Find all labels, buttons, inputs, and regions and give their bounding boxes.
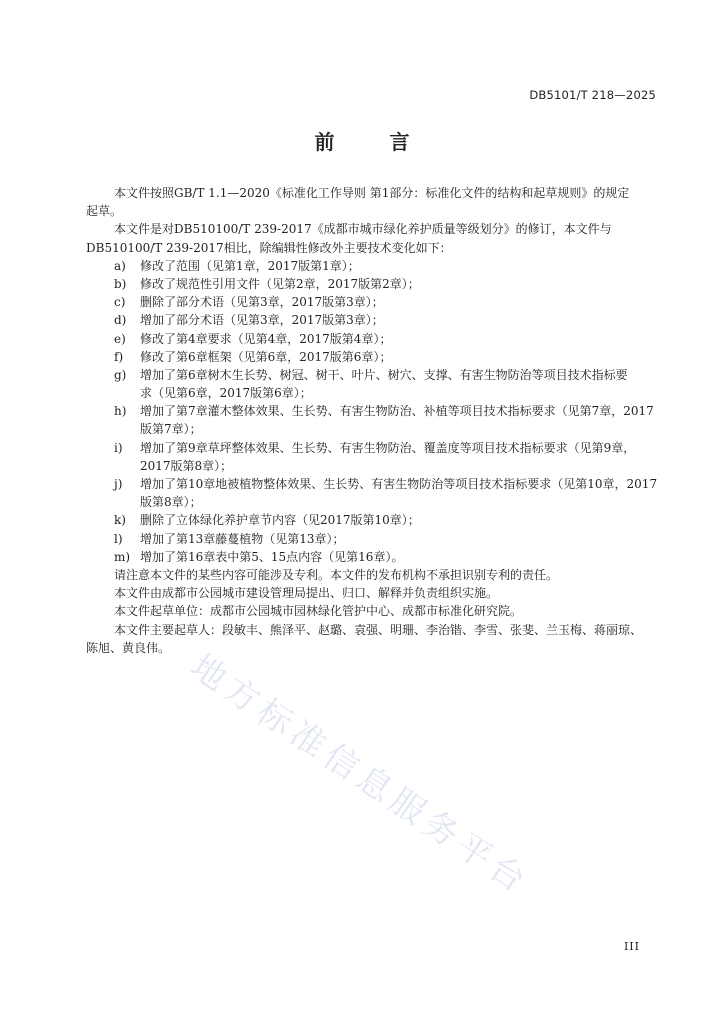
list-item-marker xyxy=(114,457,140,475)
list-item-text: 修改了第6章框架（见第6章，2017版第6章）； xyxy=(140,349,392,364)
list-item-marker: h) xyxy=(114,404,127,419)
list-item-marker: d) xyxy=(114,313,127,328)
standard-number: DB5101/T 218—2025 xyxy=(529,88,656,102)
list-item-marker xyxy=(114,420,140,438)
list-item xyxy=(114,457,658,475)
list-item-text: 删除了立体绿化养护章节内容（见2017版第10章）； xyxy=(140,513,420,528)
list-item xyxy=(114,402,658,420)
list-item xyxy=(114,439,658,457)
list-item xyxy=(114,420,658,438)
list-item-marker: b) xyxy=(114,276,127,291)
closing-line: 陈旭、黄良伟。 xyxy=(86,640,171,655)
list-item xyxy=(114,493,658,511)
closing-line: 本文件起草单位：成都市公园城市园林绿化管护中心、成都市标准化研究院。 xyxy=(114,604,523,619)
list-item-text: 修改了范围（见第1章，2017版第1章）； xyxy=(140,258,360,273)
list-item-text: 2017版第8章）； xyxy=(140,458,233,473)
list-item xyxy=(114,311,658,329)
list-item xyxy=(114,348,658,366)
closing-line: 请注意本文件的某些内容可能涉及专利。本文件的发布机构不承担识别专利的责任。 xyxy=(114,567,559,582)
paragraph-line: DB510100/T 239-2017相比，除编辑性修改外主要技术变化如下： xyxy=(86,240,452,255)
page-number: III xyxy=(623,940,640,953)
list-item-text: 增加了部分术语（见第3章，2017版第3章）； xyxy=(140,313,384,328)
list-item-marker: c) xyxy=(114,295,126,310)
list-item-text: 增加了第9章草坪整体效果、生长势、有害生物防治、覆盖度等项目技术指标要求（见第9章， xyxy=(140,440,636,455)
watermark: 地方标准信息服务平台 xyxy=(183,646,538,904)
list-item-marker: j) xyxy=(114,477,123,491)
paragraph-text: 本文件按照GB/T 1.1—2020《标准化工作导则 第1部分：标准化文件的结构和起草规则》的规定 xyxy=(114,186,630,200)
closing-line: 本文件主要起草人：段敏丰、熊泽平、赵璐、袁强、明珊、李治锴、李雪、张斐、兰玉梅、蒋丽琼、 xyxy=(114,622,643,637)
list-item-marker: f) xyxy=(114,349,124,364)
list-item xyxy=(114,257,658,275)
list-item xyxy=(114,530,658,548)
list-item xyxy=(114,330,658,348)
list-item xyxy=(114,275,658,293)
list-item-text: 版第7章）； xyxy=(140,422,202,437)
list-item-marker: k) xyxy=(114,513,126,528)
paragraph-line: 本文件是对DB510100/T 239-2017《成都市城市绿化养护质量等级划分》的修订，本文件与 xyxy=(114,222,612,237)
list-item xyxy=(114,548,658,566)
list-item-text: 增加了第10章地被植物整体效果、生长势、有害生物防治等项目技术指标要求（见第10章，2017 xyxy=(140,477,658,491)
list-item-marker xyxy=(114,384,140,402)
list-item xyxy=(114,384,658,402)
list-item-text: 求（见第6章，2017版第6章）； xyxy=(140,386,312,401)
list-item-text: 增加了第13章藤蔓植物（见第13章）； xyxy=(140,531,345,546)
page-title: 前 言 xyxy=(314,130,434,154)
list-item-marker: a) xyxy=(114,258,126,273)
paragraph-line: 起草。 xyxy=(86,204,123,219)
list-item-text: 删除了部分术语（见第3章，2017版第3章）； xyxy=(140,295,384,310)
closing-line: 本文件由成都市公园城市建设管理局提出、归口、解释并负责组织实施。 xyxy=(114,586,499,601)
list-item xyxy=(114,366,658,384)
document-body xyxy=(86,184,658,657)
list-item-text: 增加了第6章树木生长势、树冠、树干、叶片、树穴、支撑、有害生物防治等项目技术指标要 xyxy=(140,367,628,382)
change-list xyxy=(114,257,658,566)
list-item-marker: i) xyxy=(114,440,123,455)
list-item-marker xyxy=(114,493,140,511)
list-item-marker: m) xyxy=(114,549,131,564)
list-item xyxy=(114,475,658,493)
list-item-marker: e) xyxy=(114,331,126,346)
list-item-marker: l) xyxy=(114,531,123,546)
list-item-text: 增加了第16章表中第5、15点内容（见第16章）。 xyxy=(140,549,404,564)
paragraph-line xyxy=(114,184,658,202)
list-item-text: 增加了第7章灌木整体效果、生长势、有害生物防治、补植等项目技术指标要求（见第7章，2017 xyxy=(140,404,654,419)
list-item-text: 修改了第4章要求（见第4章，2017版第4章）； xyxy=(140,331,392,346)
list-item-text: 版第8章）； xyxy=(140,495,202,510)
list-item-text: 修改了规范性引用文件（见第2章，2017版第2章）； xyxy=(140,276,420,291)
list-item xyxy=(114,511,658,529)
list-item xyxy=(114,293,658,311)
list-item-marker: g) xyxy=(114,367,127,382)
